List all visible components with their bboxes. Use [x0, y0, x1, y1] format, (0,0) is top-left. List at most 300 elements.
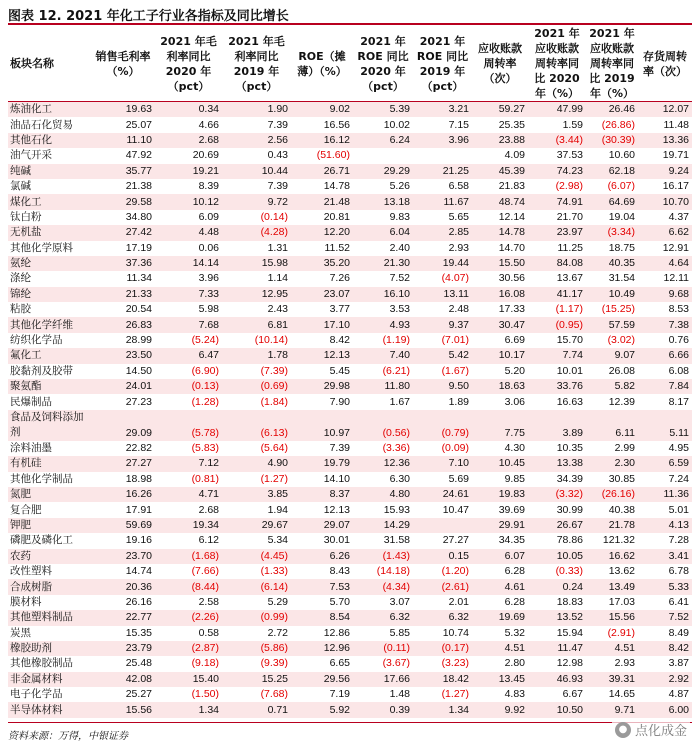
table-cell: 9.07 [586, 348, 638, 363]
table-cell: (30.39) [586, 133, 638, 148]
table-cell: (6.21) [382, 364, 410, 377]
table-cell: 10.97 [291, 410, 353, 441]
table-cell: 31.54 [608, 272, 635, 285]
table-cell: (5.78) [155, 410, 222, 441]
table-cell: 11.47 [528, 641, 586, 656]
table-cell: 7.19 [329, 688, 350, 701]
table-cell: 34.80 [125, 210, 152, 223]
table-cell: 1.89 [448, 395, 469, 408]
table-cell: 7.39 [267, 118, 288, 131]
table-cell: 29.29 [353, 164, 413, 179]
table-cell: 5.70 [329, 595, 350, 608]
table-cell: 0.39 [353, 702, 413, 717]
table-cell: 12.11 [663, 272, 689, 285]
table-row [8, 456, 692, 471]
table-cell: 12.14 [498, 210, 525, 223]
table-cell: (0.09) [441, 442, 469, 454]
table-cell: 6.59 [638, 456, 692, 471]
table-cell: 0.24 [528, 579, 586, 594]
table-cell: 1.34 [155, 702, 222, 717]
table-cell: 0.34 [155, 102, 222, 118]
table-cell: 15.25 [222, 672, 291, 687]
table-cell: 16.62 [586, 549, 638, 564]
row-label: 无机盐 [8, 225, 91, 240]
table-cell: 5.11 [638, 410, 692, 441]
table-cell: 5.69 [448, 472, 469, 485]
table-cell: 5.82 [586, 379, 638, 394]
table-cell: 57.59 [586, 317, 638, 332]
table-cell: 8.17 [668, 395, 689, 408]
table-cell: 9.68 [638, 287, 692, 302]
table-cell: 30.01 [323, 534, 350, 547]
table-cell: 14.78 [323, 180, 350, 193]
table-cell: 3.53 [389, 303, 410, 316]
table-cell: (6.14) [222, 579, 291, 594]
table-cell: (1.50) [191, 688, 219, 701]
table-cell: 15.98 [222, 256, 291, 271]
table-row [8, 117, 692, 132]
table-cell: (2.61) [413, 579, 472, 594]
table-cell: 7.26 [329, 272, 350, 285]
table-cell: 14.78 [472, 225, 528, 240]
table-cell: (9.39) [260, 657, 288, 670]
table-cell: 16.17 [662, 180, 689, 193]
table-cell: 12.39 [608, 395, 635, 408]
table-cell: (0.56) [353, 410, 413, 441]
row-label: 食品及饲料添加剂 [8, 410, 91, 441]
table-cell: 9.83 [389, 210, 410, 223]
table-cell: 7.74 [528, 348, 586, 363]
table-cell: (3.67) [382, 657, 410, 670]
table-cell: 5.01 [668, 503, 689, 516]
table-row [8, 394, 692, 409]
table-cell: 6.65 [329, 657, 350, 670]
table-cell [353, 148, 413, 163]
table-cell: (51.60) [316, 149, 350, 162]
table-cell: 17.33 [498, 303, 525, 316]
table-cell: 34.35 [498, 534, 525, 547]
table-cell [413, 148, 472, 163]
table-cell: 2.99 [614, 442, 635, 454]
table-cell: (9.18) [191, 657, 219, 670]
row-label: 油品石化贸易 [10, 118, 73, 131]
table-cell: 11.80 [353, 379, 413, 394]
table-cell: 30.99 [556, 503, 583, 516]
table-cell: 37.53 [556, 149, 583, 162]
table-cell: 0.76 [668, 334, 689, 347]
table-cell: 7.52 [389, 272, 410, 285]
table-cell: (7.68) [260, 688, 288, 701]
table-row [8, 287, 692, 302]
table-cell: (0.11) [353, 641, 413, 656]
table-cell: 6.28 [504, 565, 525, 578]
table-cell: 10.45 [472, 456, 528, 471]
row-label: 锦纶 [8, 287, 91, 302]
table-cell: 2.68 [198, 503, 219, 516]
table-row [8, 656, 692, 671]
table-cell: 6.04 [353, 225, 413, 240]
table-cell: 15.35 [125, 626, 152, 639]
table-cell: 6.24 [353, 133, 413, 148]
table-cell: 45.39 [472, 164, 528, 179]
table-cell: (4.28) [222, 225, 291, 240]
table-cell: 29.67 [222, 518, 291, 533]
table-cell: 21.83 [498, 180, 525, 193]
table-cell: 29.56 [291, 672, 353, 687]
table-cell: 8.42 [638, 641, 692, 656]
table-cell: 26.16 [125, 595, 152, 608]
row-label: 油气开采 [10, 149, 52, 162]
row-label: 涤纶 [10, 272, 31, 285]
table-cell: 48.74 [472, 194, 528, 209]
table-row [8, 302, 692, 317]
table-cell: (0.14) [260, 210, 288, 223]
table-cell: 3.07 [389, 595, 410, 608]
table-cell: 17.03 [608, 595, 635, 608]
table-cell: 1.48 [389, 688, 410, 701]
column-header: 2021 年应收账款周转率同比 2019 年（%） [586, 26, 638, 102]
column-header: 2021 年毛利率同比 2019 年（pct） [222, 26, 291, 102]
table-row [8, 271, 692, 286]
table-cell: 5.29 [267, 595, 288, 608]
table-cell: 0.15 [413, 549, 472, 564]
table-cell: 15.70 [556, 334, 583, 347]
table-cell: (2.87) [155, 641, 222, 656]
row-label: 电子化学品 [10, 688, 63, 701]
table-cell: (0.99) [222, 610, 291, 625]
table-cell: 22.82 [125, 442, 152, 454]
table-cell: (3.36) [382, 442, 410, 454]
table-row [8, 317, 692, 332]
table-row [8, 487, 692, 502]
table-row [8, 241, 692, 256]
table-cell: 6.07 [472, 549, 528, 564]
table-cell: 5.92 [291, 702, 353, 717]
table-row [8, 410, 692, 441]
table-cell: 10.70 [638, 194, 692, 209]
table-cell: (2.98) [555, 180, 583, 193]
table-cell: 24.01 [91, 379, 155, 394]
row-label: 氯碱 [10, 180, 31, 193]
table-cell: 17.10 [291, 317, 353, 332]
table-cell: 1.78 [222, 348, 291, 363]
table-cell: (3.02) [607, 334, 635, 347]
table-cell: 2.48 [448, 303, 469, 316]
table-cell: (4.34) [353, 579, 413, 594]
table-cell: 8.53 [668, 303, 689, 316]
table-cell: (3.23) [441, 657, 469, 670]
table-cell: 12.91 [662, 241, 689, 254]
table-cell: 10.44 [222, 164, 291, 179]
row-label: 非金属材料 [8, 672, 91, 687]
table-cell: 3.21 [413, 102, 472, 118]
column-header: 销售毛利率（%） [91, 26, 155, 102]
table-cell: 11.10 [91, 133, 155, 148]
table-cell: 74.91 [528, 194, 586, 209]
table-row [8, 225, 692, 240]
table-cell: (1.27) [260, 472, 288, 485]
table-cell: 3.96 [413, 133, 472, 148]
table-cell: 19.63 [91, 102, 155, 118]
table-cell: 14.14 [155, 256, 222, 271]
row-label: 其他化学纤维 [8, 317, 91, 332]
table-cell: 12.98 [556, 657, 583, 670]
table-cell: 5.42 [413, 348, 472, 363]
table-cell: 12.13 [323, 503, 350, 516]
table-cell: 2.93 [448, 241, 469, 254]
table-cell: 4.64 [638, 256, 692, 271]
table-cell: 10.60 [608, 149, 635, 162]
row-label: 涂料油墨 [10, 442, 52, 454]
table-cell: 7.68 [155, 317, 222, 332]
table-cell: 10.17 [472, 348, 528, 363]
table-row [8, 533, 692, 548]
table-cell: (14.18) [376, 565, 410, 578]
table-cell: 6.78 [668, 565, 689, 578]
table-cell: (4.45) [222, 549, 291, 564]
row-label: 复合肥 [10, 503, 42, 516]
table-cell: 11.34 [126, 272, 152, 285]
table-cell: 7.39 [267, 180, 288, 193]
table-row [8, 564, 692, 579]
table-row [8, 595, 692, 610]
row-label: 纺织化学品 [10, 334, 63, 347]
table-cell: 23.79 [91, 641, 155, 656]
table-cell: 35.20 [291, 256, 353, 271]
table-cell: 26.08 [608, 364, 635, 377]
table-cell: 16.63 [556, 395, 583, 408]
table-cell: 10.47 [442, 503, 469, 516]
table-row [8, 610, 692, 625]
table-row [8, 179, 692, 194]
table-cell: (6.07) [607, 180, 635, 193]
row-label: 磷肥及磷化工 [10, 534, 73, 547]
table-cell: 23.88 [472, 133, 528, 148]
table-cell: (5.64) [260, 442, 288, 454]
table-cell: 2.72 [267, 626, 288, 639]
table-row [8, 549, 692, 564]
table-cell: 14.65 [608, 688, 635, 701]
header-row [8, 26, 692, 102]
table-cell: 6.12 [198, 534, 219, 547]
table-cell: 4.30 [504, 442, 525, 454]
table-cell: 11.36 [638, 487, 692, 502]
table-cell: 21.38 [125, 180, 152, 193]
table-cell: 6.58 [448, 180, 469, 193]
table-cell: 15.50 [472, 256, 528, 271]
table-cell: (5.24) [191, 334, 219, 347]
table-cell: 27.42 [91, 225, 155, 240]
table-cell: (1.84) [260, 395, 288, 408]
table-title: 图表 12. 2021 年化工子行业各指标及同比增长 [8, 9, 289, 24]
table-cell: 40.38 [608, 503, 635, 516]
table-cell: 6.47 [155, 348, 222, 363]
table-cell: 59.27 [472, 102, 528, 118]
row-label: 氟化工 [8, 348, 91, 363]
table-cell: 24.61 [413, 487, 472, 502]
table-cell: 19.04 [608, 210, 635, 223]
table-cell: 8.43 [329, 565, 350, 578]
table-row [8, 364, 692, 379]
table-cell: 7.33 [155, 287, 222, 302]
table-cell: 0.58 [198, 626, 219, 639]
table-cell: (0.79) [413, 410, 472, 441]
subsector-metrics-table [8, 26, 692, 718]
table-cell: 27.27 [91, 456, 155, 471]
row-label: 钛白粉 [10, 210, 42, 223]
table-cell: 7.90 [329, 395, 350, 408]
watermark-text: 点化成金 [634, 724, 687, 739]
table-cell: 2.40 [389, 241, 410, 254]
table-cell: 4.87 [668, 688, 689, 701]
table-cell: (1.68) [155, 549, 222, 564]
table-cell: 7.39 [329, 442, 350, 454]
table-cell: (0.69) [222, 379, 291, 394]
row-label: 农药 [8, 549, 91, 564]
table-cell: 7.75 [472, 410, 528, 441]
table-cell: (0.33) [555, 565, 583, 578]
table-cell: 1.90 [222, 102, 291, 118]
table-cell: 33.76 [528, 379, 586, 394]
table-cell: 3.89 [528, 410, 586, 441]
table-cell: 9.50 [413, 379, 472, 394]
table-cell: 18.98 [125, 472, 152, 485]
table-cell: 17.19 [125, 241, 152, 254]
table-cell: 2.43 [267, 303, 288, 316]
table-cell: 25.07 [125, 118, 152, 131]
table-cell: 1.94 [267, 503, 288, 516]
table-cell: 39.31 [586, 672, 638, 687]
table-row [8, 641, 692, 656]
table-cell: 1.34 [413, 702, 472, 717]
table-cell: (1.43) [353, 549, 413, 564]
column-header: 应收账款周转率（次） [472, 26, 528, 102]
table-cell: (3.44) [528, 133, 586, 148]
table-cell: 5.39 [353, 102, 413, 118]
table-cell: 4.09 [504, 149, 525, 162]
table-cell: (7.66) [191, 565, 219, 578]
table-cell: (26.86) [601, 118, 635, 131]
table-cell: 6.30 [389, 472, 410, 485]
table-cell: 13.62 [608, 565, 635, 578]
table-cell: (2.91) [607, 626, 635, 639]
table-cell: (26.16) [586, 487, 638, 502]
table-cell: 10.12 [155, 194, 222, 209]
table-cell: 19.83 [472, 487, 528, 502]
table-row [8, 687, 692, 702]
table-cell: 19.79 [291, 456, 353, 471]
table-cell: 5.98 [198, 303, 219, 316]
table-cell: 17.66 [353, 672, 413, 687]
table-cell: 13.49 [586, 579, 638, 594]
table-cell: 78.86 [556, 534, 583, 547]
table-cell: 39.69 [498, 503, 525, 516]
table-cell: 12.96 [291, 641, 353, 656]
wechat-icon: ● [615, 722, 631, 738]
column-header: 2021 年应收账款周转率同比 2020 年（%） [528, 26, 586, 102]
column-header: 板块名称 [8, 26, 91, 102]
table-row [8, 164, 692, 179]
table-cell: (15.25) [601, 303, 635, 316]
table-cell: 9.85 [504, 472, 525, 485]
row-label: 纯碱 [8, 164, 91, 179]
footer-divider [8, 722, 692, 723]
table-cell: 4.80 [353, 487, 413, 502]
table-cell: 0.43 [267, 149, 288, 162]
table-cell: (0.95) [528, 317, 586, 332]
table-cell: 5.45 [329, 364, 350, 377]
table-cell: 29.98 [291, 379, 353, 394]
table-cell: 6.67 [562, 688, 583, 701]
table-cell: 9.71 [586, 702, 638, 717]
table-cell: 7.24 [668, 472, 689, 485]
table-cell: 17.91 [125, 503, 152, 516]
table-cell: 19.44 [413, 256, 472, 271]
row-label: 炭黑 [10, 626, 31, 639]
table-cell: 3.77 [329, 303, 350, 316]
table-cell: 2.56 [222, 133, 291, 148]
table-cell: 9.37 [413, 317, 472, 332]
table-cell: 4.51 [586, 641, 638, 656]
table-cell: 12.36 [353, 456, 413, 471]
table-cell: 21.70 [556, 210, 583, 223]
column-header: 2021 年 ROE 同比 2020 年（pct） [353, 26, 413, 102]
table-cell: 13.18 [353, 194, 413, 209]
table-row [8, 194, 692, 209]
table-cell: (0.13) [155, 379, 222, 394]
table-cell: 3.87 [668, 657, 689, 670]
table-cell: 26.83 [91, 317, 155, 332]
row-label: 氨纶 [8, 256, 91, 271]
table-cell: 12.20 [291, 225, 353, 240]
table-cell: 21.33 [91, 287, 155, 302]
table-cell: 6.32 [353, 610, 413, 625]
table-cell: (6.90) [191, 364, 219, 377]
table-cell: 12.07 [638, 102, 692, 118]
table-cell: 5.32 [504, 626, 525, 639]
table-cell: 9.72 [222, 194, 291, 209]
table-cell: 23.70 [91, 549, 155, 564]
table-cell: 2.68 [155, 133, 222, 148]
table-cell: 29.58 [91, 194, 155, 209]
row-label: 改性塑料 [10, 565, 52, 578]
table-cell: 4.90 [222, 456, 291, 471]
column-header: 2021 年毛利率同比 2020 年（pct） [155, 26, 222, 102]
table-cell: 1.67 [389, 395, 410, 408]
table-cell: 7.84 [638, 379, 692, 394]
table-cell: 10.35 [556, 442, 583, 454]
table-cell: 41.17 [528, 287, 586, 302]
table-cell: 18.75 [608, 241, 635, 254]
table-row [8, 133, 692, 148]
table-cell: 7.40 [353, 348, 413, 363]
table-cell: 1.14 [267, 272, 288, 285]
row-label: 橡胶助剂 [8, 641, 91, 656]
table-cell: 20.54 [125, 303, 152, 316]
table-cell: (1.19) [382, 334, 410, 347]
table-cell: (1.17) [555, 303, 583, 316]
table-cell: 20.81 [323, 210, 350, 223]
table-cell: 10.74 [442, 626, 469, 639]
row-label: 炼油化工 [8, 102, 91, 118]
table-cell: 16.10 [353, 287, 413, 302]
table-cell: 40.35 [586, 256, 638, 271]
table-cell: 62.18 [586, 164, 638, 179]
table-cell: 25.27 [125, 688, 152, 701]
table-row [8, 626, 692, 641]
table-cell: 1.59 [562, 118, 583, 131]
table-cell: (7.39) [260, 364, 288, 377]
